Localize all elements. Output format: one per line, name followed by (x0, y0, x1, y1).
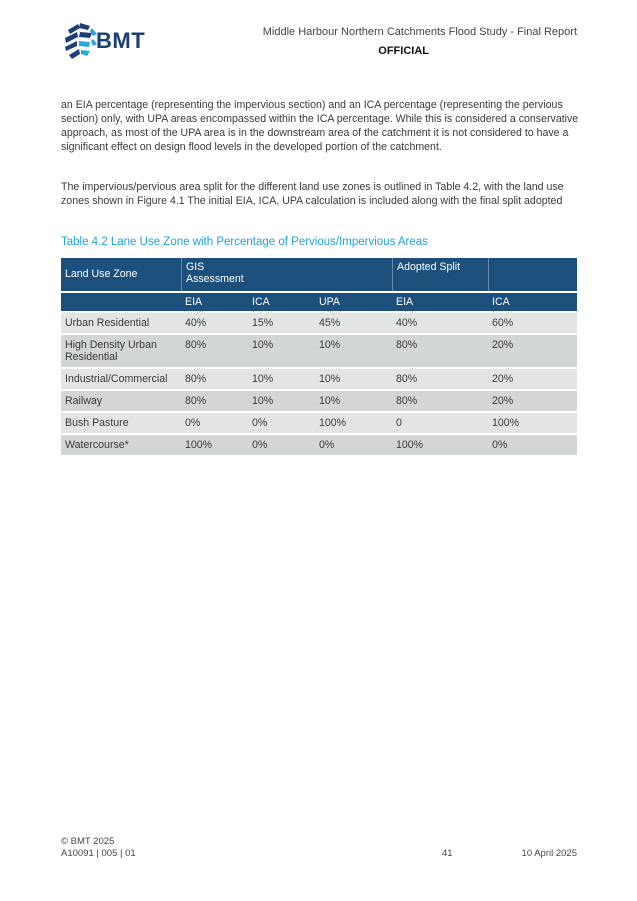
cell-adopted-ica: 20% (488, 391, 577, 411)
cell-gis-eia: 100% (181, 435, 248, 455)
table-row (61, 435, 577, 455)
cell-adopted-ica: 100% (488, 413, 577, 433)
header-adopted-split: Adopted Split (392, 258, 488, 291)
cell-gis-eia: 80% (181, 391, 248, 411)
table-row (61, 391, 577, 411)
body-paragraph-1: an EIA percentage (representing the impervious section) and an ICA percentage (representing the pervious section) only, with UPA areas encompassed within the ICA percentage. While this is considered a conservative approach, as most of the UPA area is in the downstream area of the catchment it is not considered to have a significant effect on design flood levels in the developed portion of the catchment. (61, 99, 579, 153)
header-land-use-zone: Land Use Zone (61, 258, 181, 291)
cell-adopted-eia: 80% (392, 391, 488, 411)
header-gis-blank (315, 258, 392, 291)
header-adopted-eia: EIA (392, 293, 488, 311)
cell-adopted-eia: 80% (392, 335, 488, 367)
cell-gis-upa: 10% (315, 369, 392, 389)
body-paragraph-2: The impervious/pervious area split for the different land use zones is outlined in Table 4.2, with the land use zones shown in Figure 4.1 The initial EIA, ICA, UPA calculation is included along with the final split adopted (61, 181, 564, 207)
cell-gis-ica: 0% (248, 435, 315, 455)
table-sub-header-row (61, 293, 577, 311)
cell-adopted-ica: 20% (488, 369, 577, 389)
header-blank (61, 293, 181, 311)
header-gis-ica: ICA (248, 293, 315, 311)
footer-document-ref: A10091 | 005 | 01 (61, 848, 136, 859)
table-row (61, 369, 577, 389)
cell-adopted-eia: 0 (392, 413, 488, 433)
cell-gis-upa: 10% (315, 335, 392, 367)
cell-zone: Urban Residential (61, 313, 181, 333)
cell-gis-ica: 15% (248, 313, 315, 333)
header-gis-eia: EIA (181, 293, 248, 311)
table-row (61, 335, 577, 367)
cell-adopted-eia: 100% (392, 435, 488, 455)
cell-zone: Bush Pasture (61, 413, 181, 433)
table-caption: Table 4.2 Lane Use Zone with Percentage of Pervious/Impervious Areas (61, 236, 428, 248)
cell-adopted-ica: 60% (488, 313, 577, 333)
land-use-table (61, 256, 577, 457)
table-row (61, 413, 577, 433)
cell-gis-upa: 10% (315, 391, 392, 411)
classification-label: OFFICIAL (378, 45, 429, 57)
cell-gis-upa: 100% (315, 413, 392, 433)
cell-gis-eia: 40% (181, 313, 248, 333)
cell-gis-ica: 10% (248, 335, 315, 367)
cell-zone: Railway (61, 391, 181, 411)
cell-gis-ica: 10% (248, 391, 315, 411)
cell-zone: Industrial/Commercial (61, 369, 181, 389)
footer-page-number: 41 (442, 848, 453, 859)
footer-date: 10 April 2025 (521, 848, 577, 859)
cell-gis-upa: 45% (315, 313, 392, 333)
footer-copyright: © BMT 2025 (61, 836, 115, 847)
header-adopted-ica: ICA (488, 293, 577, 311)
header-gis-assessment: GIS Assessment (181, 258, 248, 291)
header-adopted-blank (488, 258, 577, 291)
cell-adopted-ica: 20% (488, 335, 577, 367)
cell-adopted-ica: 0% (488, 435, 577, 455)
cell-gis-eia: 0% (181, 413, 248, 433)
header-gis-upa: UPA (315, 293, 392, 311)
cell-gis-eia: 80% (181, 335, 248, 367)
cell-adopted-eia: 40% (392, 313, 488, 333)
table-row (61, 313, 577, 333)
cell-gis-ica: 0% (248, 413, 315, 433)
cell-gis-eia: 80% (181, 369, 248, 389)
brand-name: BMT (96, 28, 146, 53)
cell-gis-ica: 10% (248, 369, 315, 389)
cell-adopted-eia: 80% (392, 369, 488, 389)
table-group-header-row (61, 258, 577, 291)
cell-zone: High Density Urban Residential (61, 335, 181, 367)
cell-zone: Watercourse* (61, 435, 181, 455)
cell-gis-upa: 0% (315, 435, 392, 455)
header-gis-blank (248, 258, 315, 291)
report-title: Middle Harbour Northern Catchments Flood Study - Final Report (262, 26, 577, 38)
